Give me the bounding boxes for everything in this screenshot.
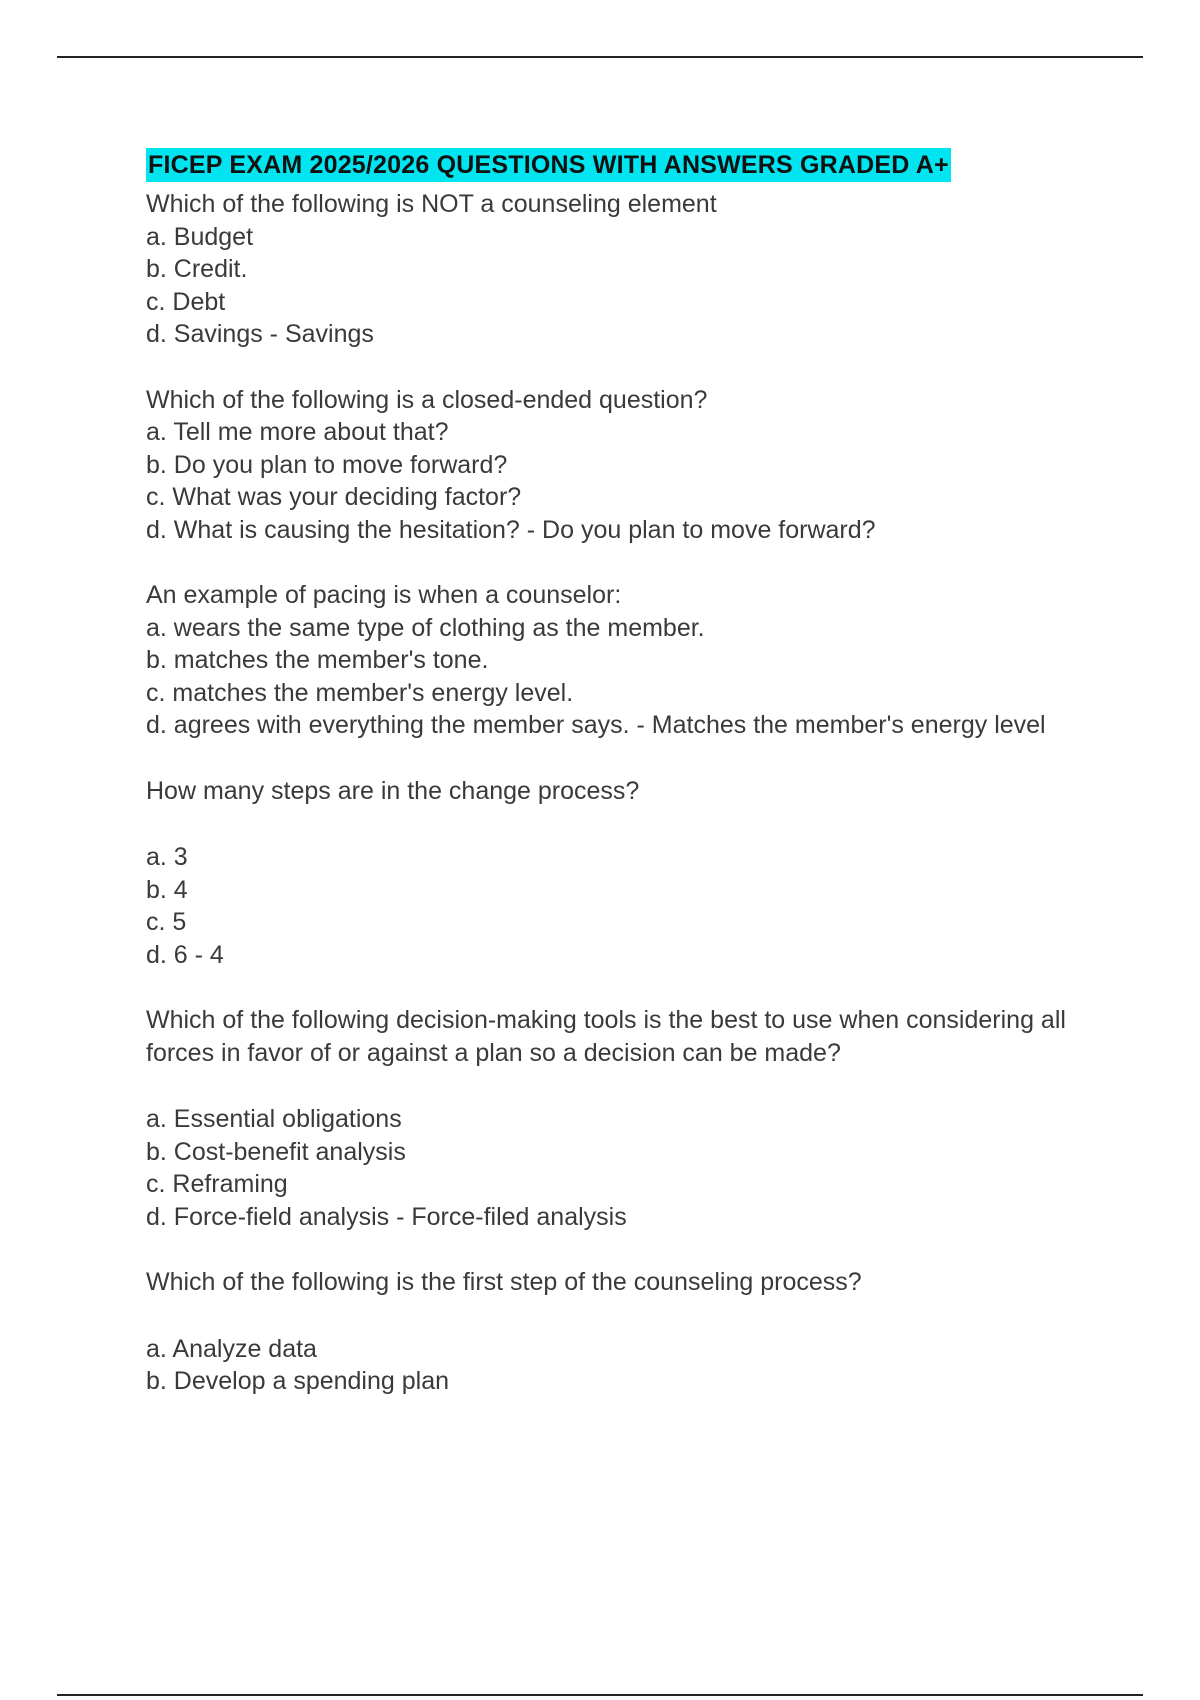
spacer xyxy=(146,971,1076,1004)
question-prompt: Which of the following decision-making tools is the best to use when considering all forces in favor of or against a plan so a decision can be made? xyxy=(146,1006,1073,1067)
answer-option: d. Force-field analysis - Force-filed analysis xyxy=(146,1202,627,1231)
answer-option: d. 6 - 4 xyxy=(146,940,224,969)
question-6 xyxy=(146,1266,1076,1398)
top-divider xyxy=(57,56,1143,58)
spacer xyxy=(146,351,1076,384)
question-prompt: Which of the following is the first step of the counseling process? xyxy=(146,1268,862,1296)
answer-option: a. Analyze data xyxy=(146,1334,317,1363)
answer-option: d. What is causing the hesitation? - Do you plan to move forward? xyxy=(146,515,876,544)
question-4 xyxy=(146,775,1076,972)
question-prompt: Which of the following is a closed-ended question? xyxy=(146,385,708,414)
question-3 xyxy=(146,579,1076,742)
document-title: FICEP EXAM 2025/2026 QUESTIONS WITH ANSWERS GRADED A+ xyxy=(146,148,951,182)
answer-option: a. Budget xyxy=(146,222,254,251)
answer-option: b. Develop a spending plan xyxy=(146,1367,450,1395)
answer-option: b. Do you plan to move forward? xyxy=(146,450,508,479)
answer-option: a. 3 xyxy=(146,843,188,871)
answer-option: c. matches the member's energy level. xyxy=(146,678,574,707)
question-prompt: An example of pacing is when a counselor: xyxy=(146,581,622,609)
spacer xyxy=(146,546,1076,579)
answer-option: b. Cost-benefit analysis xyxy=(146,1137,406,1166)
spacer xyxy=(146,807,1076,841)
document-body xyxy=(146,148,1076,1398)
answer-option: c. 5 xyxy=(146,908,187,936)
answer-option: c. Reframing xyxy=(146,1170,288,1198)
bottom-divider xyxy=(57,1694,1143,1696)
spacer xyxy=(146,1233,1076,1266)
answer-option: c. What was your deciding factor? xyxy=(146,483,522,511)
question-5 xyxy=(146,1004,1076,1233)
answer-option: c. Debt xyxy=(146,287,226,316)
answer-option: b. Credit. xyxy=(146,255,248,283)
answer-option: b. matches the member's tone. xyxy=(146,646,489,674)
answer-option: a. wears the same type of clothing as the member. xyxy=(146,613,705,642)
spacer xyxy=(146,742,1076,775)
question-2 xyxy=(146,384,1076,547)
answer-option: a. Essential obligations xyxy=(146,1105,402,1133)
answer-option: d. Savings - Savings xyxy=(146,320,374,348)
question-prompt: How many steps are in the change process? xyxy=(146,776,640,805)
spacer xyxy=(146,1069,1076,1103)
question-1 xyxy=(146,188,1076,351)
answer-option: a. Tell me more about that? xyxy=(146,418,449,446)
answer-option: d. agrees with everything the member says. - Matches the member's energy level xyxy=(146,711,1046,739)
answer-option: b. 4 xyxy=(146,875,188,904)
spacer xyxy=(146,1299,1076,1333)
question-prompt: Which of the following is NOT a counseling element xyxy=(146,190,717,218)
title-block xyxy=(146,148,1076,186)
